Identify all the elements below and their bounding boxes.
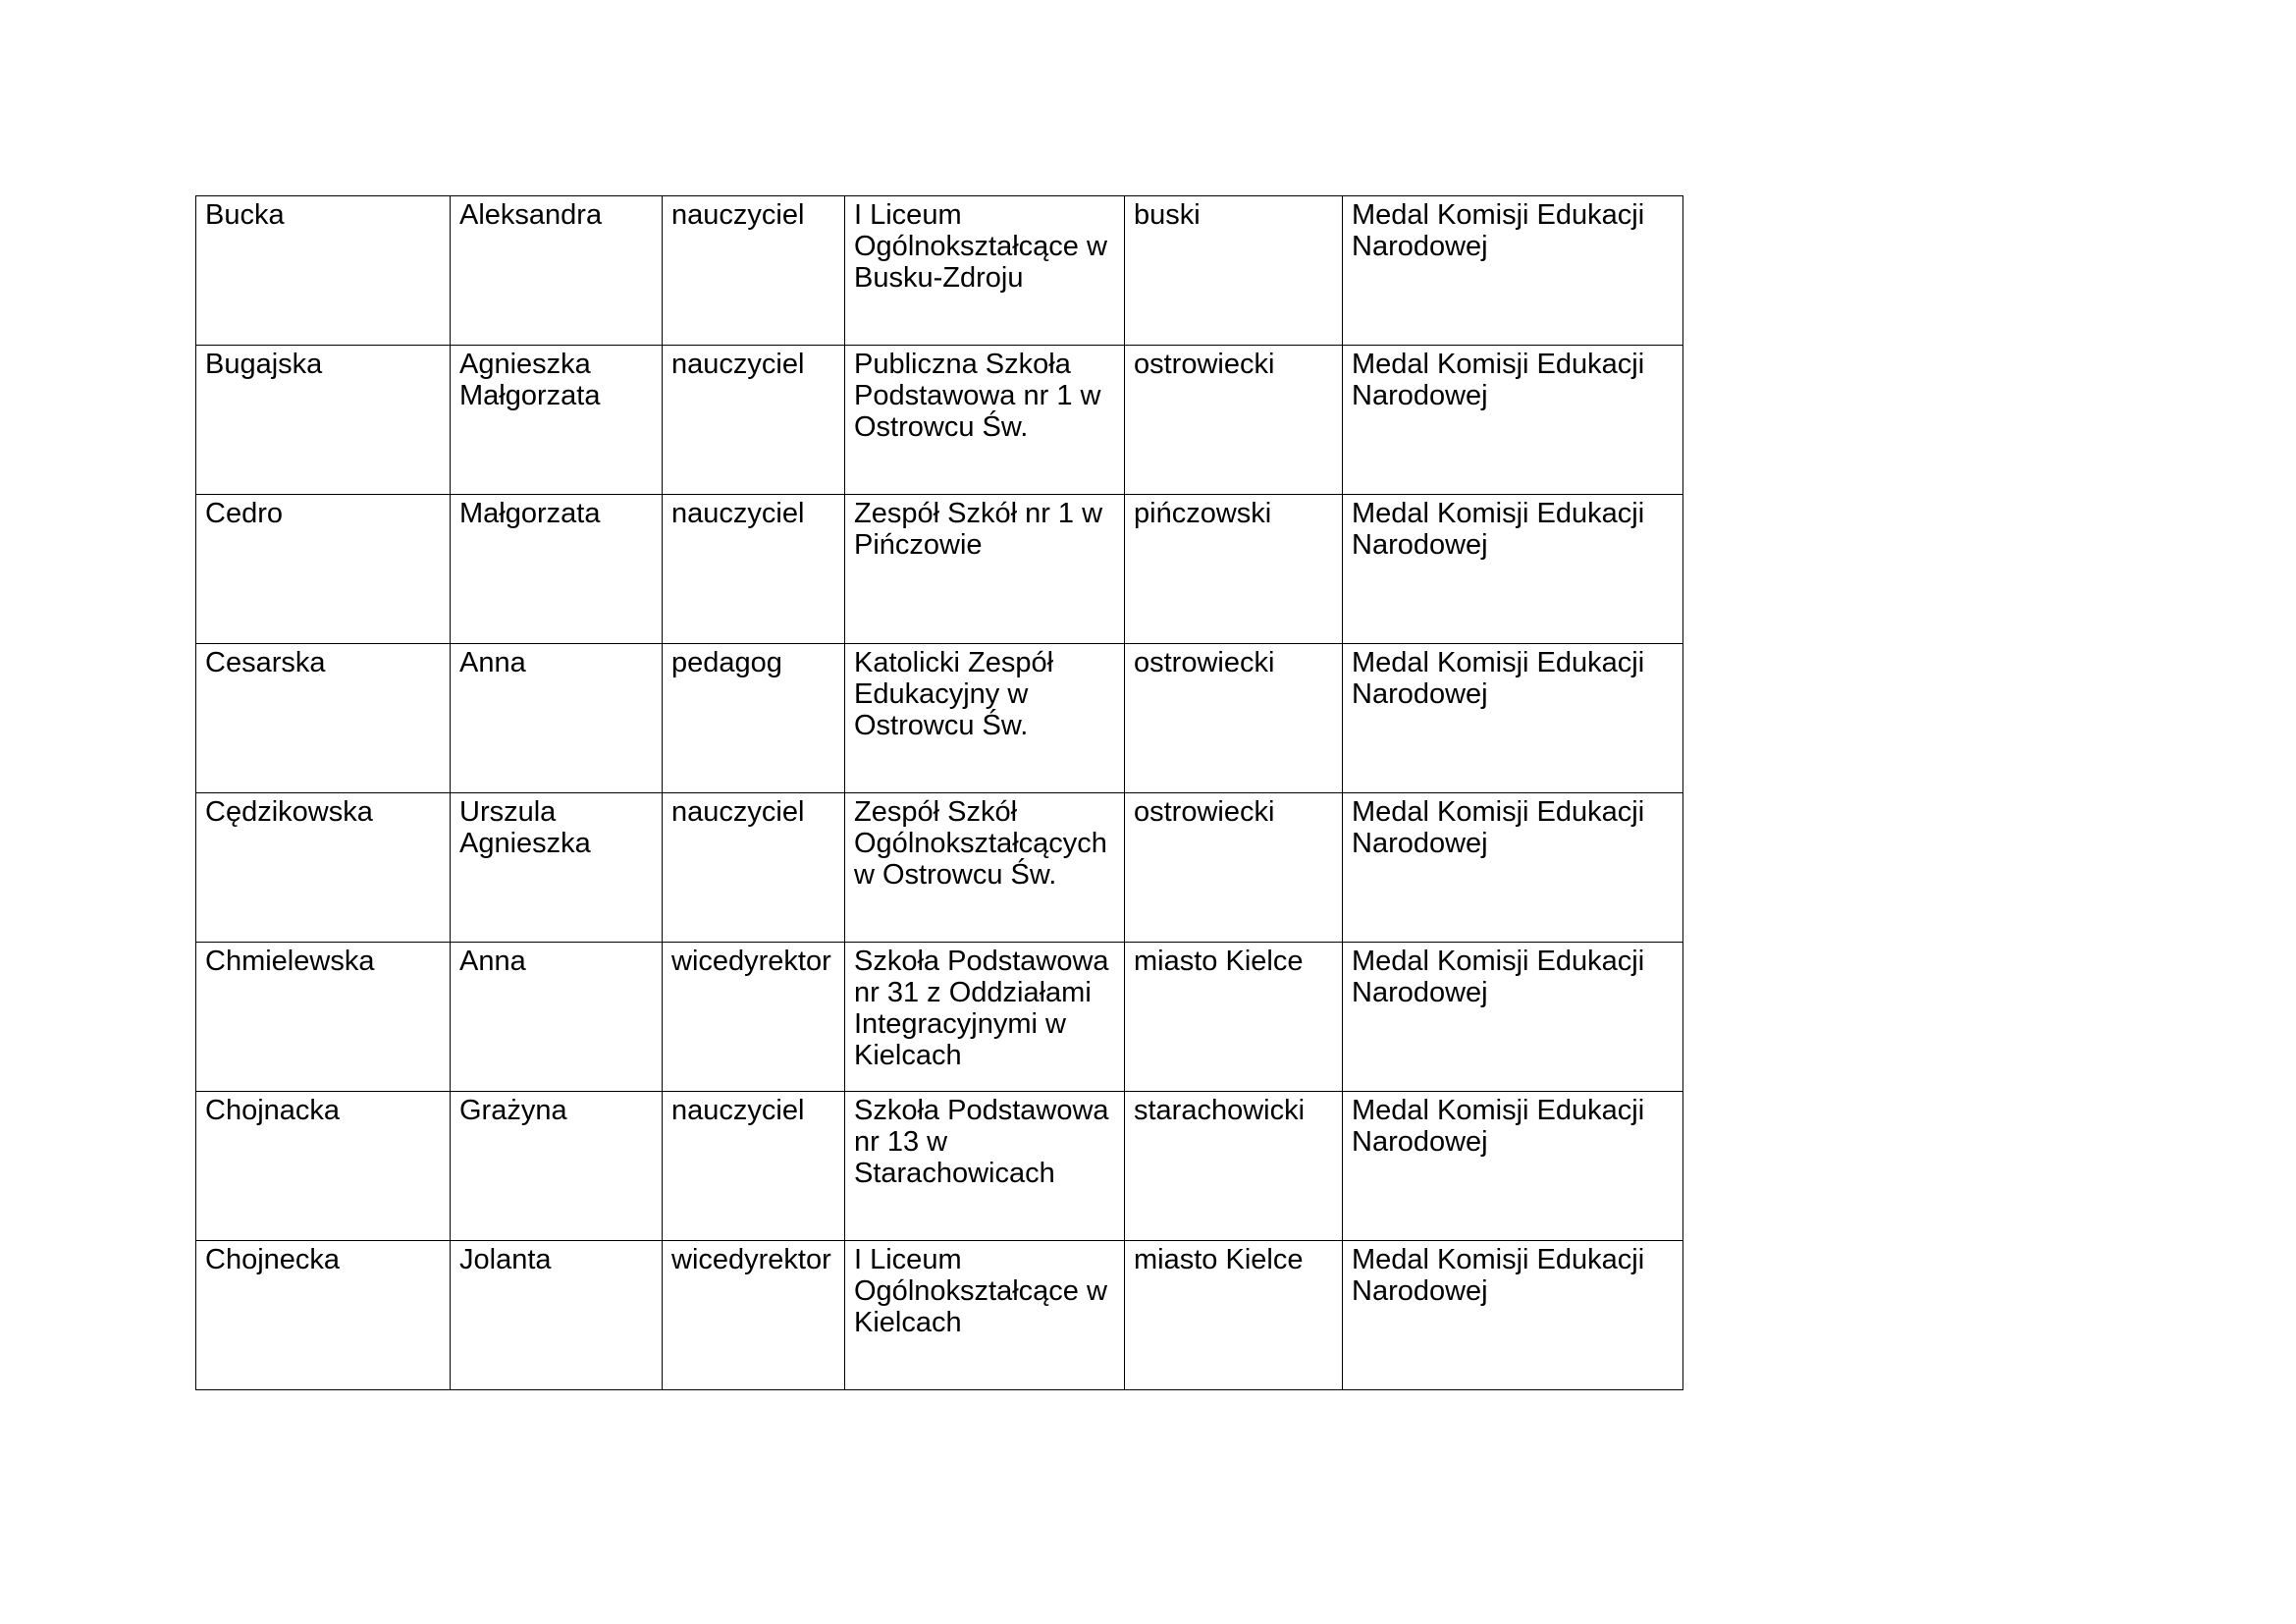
award-line: Medal Komisji Edukacji bbox=[1352, 796, 1645, 828]
table-row bbox=[196, 1092, 1683, 1241]
position-cell bbox=[663, 793, 845, 943]
school-line: Szkoła Podstawowa bbox=[854, 1095, 1109, 1126]
surname: Chmielewska bbox=[205, 946, 375, 977]
school-line: Ostrowcu Św. bbox=[854, 710, 1029, 741]
position-cell bbox=[663, 644, 845, 793]
first-name: Grażyna bbox=[459, 1095, 567, 1126]
award-line: Medal Komisji Edukacji bbox=[1352, 498, 1645, 529]
award-line: Narodowej bbox=[1352, 380, 1488, 411]
award-cell bbox=[1343, 793, 1683, 943]
first-name-line: Małgorzata bbox=[459, 380, 601, 411]
school-cell bbox=[845, 1241, 1125, 1390]
school-line: Podstawowa nr 1 w bbox=[854, 380, 1101, 411]
position-cell bbox=[663, 1241, 845, 1390]
district-cell bbox=[1125, 495, 1343, 644]
surname-cell bbox=[196, 793, 451, 943]
school-line: Szkoła Podstawowa bbox=[854, 946, 1109, 977]
surname: Cędzikowska bbox=[205, 796, 373, 828]
award-line: Narodowej bbox=[1352, 1275, 1488, 1307]
first-name-cell bbox=[451, 196, 663, 346]
first-name-cell bbox=[451, 943, 663, 1092]
surname-cell bbox=[196, 346, 451, 495]
table-row bbox=[196, 943, 1683, 1092]
school-line: I Liceum bbox=[854, 1244, 962, 1275]
awards-table-body bbox=[196, 196, 1683, 1390]
school-line: Zespół Szkół nr 1 w bbox=[854, 498, 1103, 529]
school-line: Ostrowcu Św. bbox=[854, 411, 1029, 443]
district-cell bbox=[1125, 346, 1343, 495]
school-line: nr 13 w bbox=[854, 1126, 948, 1158]
position: nauczyciel bbox=[671, 349, 805, 380]
surname-cell bbox=[196, 495, 451, 644]
school-line: Ogólnokształcące w bbox=[854, 231, 1107, 262]
school-line: Edukacyjny w bbox=[854, 678, 1029, 710]
award-cell bbox=[1343, 346, 1683, 495]
surname-cell bbox=[196, 1092, 451, 1241]
award-line: Narodowej bbox=[1352, 828, 1488, 859]
first-name-line: Agnieszka bbox=[459, 349, 591, 380]
surname: Cesarska bbox=[205, 647, 326, 678]
position: nauczyciel bbox=[671, 498, 805, 529]
district: ostrowiecki bbox=[1134, 796, 1275, 828]
district-cell bbox=[1125, 793, 1343, 943]
award-line: Narodowej bbox=[1352, 977, 1488, 1008]
first-name-cell bbox=[451, 793, 663, 943]
school-line: w Ostrowcu Św. bbox=[854, 859, 1057, 891]
position: nauczyciel bbox=[671, 199, 805, 231]
award-line: Narodowej bbox=[1352, 678, 1488, 710]
first-name-cell bbox=[451, 495, 663, 644]
position-cell bbox=[663, 346, 845, 495]
school-line: Pińczowie bbox=[854, 529, 983, 561]
award-line: Medal Komisji Edukacji bbox=[1352, 199, 1645, 231]
surname: Cedro bbox=[205, 498, 283, 529]
district: buski bbox=[1134, 199, 1201, 231]
award-line: Medal Komisji Edukacji bbox=[1352, 647, 1645, 678]
position: pedagog bbox=[671, 647, 782, 678]
district-cell bbox=[1125, 196, 1343, 346]
first-name-cell bbox=[451, 1092, 663, 1241]
surname: Chojnacka bbox=[205, 1095, 341, 1126]
school-cell bbox=[845, 196, 1125, 346]
position-cell bbox=[663, 1092, 845, 1241]
school-line: Busku-Zdroju bbox=[854, 262, 1024, 294]
first-name: Jolanta bbox=[459, 1244, 552, 1275]
district: ostrowiecki bbox=[1134, 647, 1275, 678]
award-line: Medal Komisji Edukacji bbox=[1352, 946, 1645, 977]
award-line: Narodowej bbox=[1352, 1126, 1488, 1158]
school-cell bbox=[845, 1092, 1125, 1241]
first-name-line: Agnieszka bbox=[459, 828, 591, 859]
school-line: Zespół Szkół bbox=[854, 796, 1018, 828]
surname-cell bbox=[196, 1241, 451, 1390]
district: ostrowiecki bbox=[1134, 349, 1275, 380]
table-row bbox=[196, 346, 1683, 495]
first-name-cell bbox=[451, 1241, 663, 1390]
school-line: Starachowicach bbox=[854, 1158, 1055, 1189]
table-row bbox=[196, 196, 1683, 346]
award-cell bbox=[1343, 1241, 1683, 1390]
position-cell bbox=[663, 196, 845, 346]
position: nauczyciel bbox=[671, 1095, 805, 1126]
award-line: Medal Komisji Edukacji bbox=[1352, 1095, 1645, 1126]
school-line: Publiczna Szkoła bbox=[854, 349, 1071, 380]
first-name: Aleksandra bbox=[459, 199, 603, 231]
first-name-cell bbox=[451, 644, 663, 793]
position-cell bbox=[663, 943, 845, 1092]
first-name: Anna bbox=[459, 946, 526, 977]
table-row bbox=[196, 1241, 1683, 1390]
school-line: I Liceum bbox=[854, 199, 962, 231]
district: starachowicki bbox=[1134, 1095, 1306, 1126]
award-cell bbox=[1343, 495, 1683, 644]
district: miasto Kielce bbox=[1134, 946, 1304, 977]
position: wicedyrektor bbox=[671, 946, 831, 977]
award-line: Medal Komisji Edukacji bbox=[1352, 1244, 1645, 1275]
position: wicedyrektor bbox=[671, 1244, 831, 1275]
school-cell bbox=[845, 644, 1125, 793]
award-line: Narodowej bbox=[1352, 231, 1488, 262]
award-line: Narodowej bbox=[1352, 529, 1488, 561]
school-line: Ogólnokształcących bbox=[854, 828, 1107, 859]
school-line: Katolicki Zespół bbox=[854, 647, 1054, 678]
school-cell bbox=[845, 346, 1125, 495]
school-line: Kielcach bbox=[854, 1307, 962, 1338]
position-cell bbox=[663, 495, 845, 644]
school-cell bbox=[845, 495, 1125, 644]
award-cell bbox=[1343, 644, 1683, 793]
award-cell bbox=[1343, 1092, 1683, 1241]
award-cell bbox=[1343, 196, 1683, 346]
district: pińczowski bbox=[1134, 498, 1272, 529]
school-cell bbox=[845, 943, 1125, 1092]
award-line: Medal Komisji Edukacji bbox=[1352, 349, 1645, 380]
surname-cell bbox=[196, 943, 451, 1092]
school-line: Integracyjnymi w bbox=[854, 1008, 1066, 1040]
first-name: Anna bbox=[459, 647, 526, 678]
surname: Chojnecka bbox=[205, 1244, 341, 1275]
table-row bbox=[196, 793, 1683, 943]
district-cell bbox=[1125, 1241, 1343, 1390]
surname: Bucka bbox=[205, 199, 285, 231]
table-row bbox=[196, 644, 1683, 793]
district-cell bbox=[1125, 644, 1343, 793]
district: miasto Kielce bbox=[1134, 1244, 1304, 1275]
first-name: Małgorzata bbox=[459, 498, 601, 529]
district-cell bbox=[1125, 1092, 1343, 1241]
school-cell bbox=[845, 793, 1125, 943]
table-row bbox=[196, 495, 1683, 644]
first-name-line: Urszula bbox=[459, 796, 557, 828]
surname: Bugajska bbox=[205, 349, 323, 380]
school-line: Kielcach bbox=[854, 1040, 962, 1071]
school-line: Ogólnokształcące w bbox=[854, 1275, 1107, 1307]
surname-cell bbox=[196, 196, 451, 346]
position: nauczyciel bbox=[671, 796, 805, 828]
school-line: nr 31 z Oddziałami bbox=[854, 977, 1092, 1008]
first-name-cell bbox=[451, 346, 663, 495]
award-cell bbox=[1343, 943, 1683, 1092]
awards-table bbox=[195, 195, 1683, 1390]
district-cell bbox=[1125, 943, 1343, 1092]
surname-cell bbox=[196, 644, 451, 793]
